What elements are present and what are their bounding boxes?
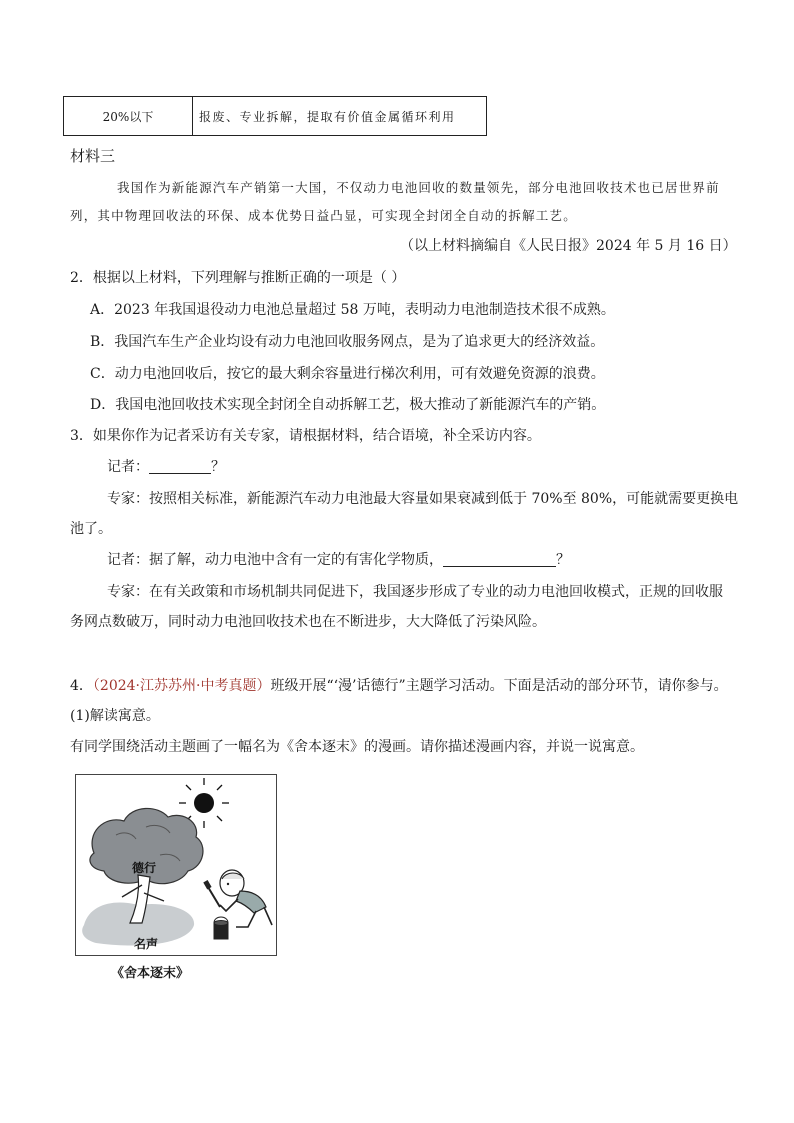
cartoon-drawing — [76, 775, 276, 955]
table-row — [64, 97, 487, 136]
q3-stem: 3．如果你作为记者采访有关专家，请根据材料，结合语境，补全采访内容。 — [70, 428, 541, 444]
cartoon-figure — [75, 774, 277, 956]
q4-stem — [70, 676, 728, 696]
q4-sub1: (1)解读寓意。 — [70, 708, 160, 724]
material3-para-line2: 列，其中物理回收法的环保、成本优势日益凸显，可实现全封闭全自动的拆解工艺。 — [70, 208, 577, 223]
material3-heading: 材料三 — [70, 147, 116, 165]
material3-para-line1: 我国作为新能源汽车产销第一大国，不仅动力电池回收的数量领先，部分电池回收技术也已居世界前 — [117, 180, 720, 195]
answer-blank-1[interactable] — [149, 458, 211, 474]
q4-source-tag: （2024·江苏苏州·中考真题） — [92, 678, 271, 694]
table-cell-capacity: 20%以下 — [64, 97, 193, 136]
q4-stem-text: 班级开展“‘漫’话德行”主题学习活动。下面是活动的部分环节，请你参与。 — [270, 678, 728, 694]
q3-reporter-line2 — [107, 550, 570, 570]
answer-blank-2[interactable] — [443, 551, 556, 567]
cartoon-caption: 《舍本逐末》 — [110, 966, 189, 981]
q3-expert-line1: 专家：按照相关标准，新能源汽车动力电池最大容量如果衰减到低于 70%至 80%，可能就需要更换电 — [107, 491, 739, 507]
q3-reporter-line1 — [107, 457, 225, 477]
tree-label: 德行 — [132, 861, 157, 875]
q3-expert-line1-cont: 池了。 — [70, 521, 112, 537]
q2-option-a: A．2023 年我国退役动力电池总量超过 58 万吨，表明动力电池制造技术很不成熟。 — [90, 302, 615, 318]
q2-option-d: D．我国电池回收技术实现全封闭全自动拆解工艺，极大推动了新能源汽车的产销。 — [90, 397, 606, 413]
recycling-table — [63, 96, 487, 136]
q3-expert-line2: 专家：在有关政策和市场机制共同促进下，我国逐步形成了专业的动力电池回收模式，正规的回收服 — [107, 584, 723, 600]
material-source: （以上材料摘编自《人民日报》2024 年 5 月 16 日） — [400, 238, 737, 254]
paintbrush-icon — [203, 880, 220, 907]
q4-desc: 有同学围绕活动主题画了一幅名为《舍本逐末》的漫画。请你描述漫画内容，并说一说寓意。 — [70, 739, 644, 755]
shadow-label: 名声 — [134, 937, 159, 951]
question-mark: ？ — [556, 552, 570, 568]
q2-option-c: C．动力电池回收后，按它的最大剩余容量进行梯次利用，可有效避免资源的浪费。 — [90, 366, 605, 382]
q4-number: 4． — [70, 678, 93, 694]
person-figure — [220, 870, 272, 927]
question-mark: ？ — [211, 459, 225, 475]
table-cell-method: 报废、专业拆解，提取有价值金属循环利用 — [193, 97, 487, 136]
reporter-prefix: 记者：据了解，动力电池中含有一定的有害化学物质， — [107, 552, 443, 568]
q2-option-b: B．我国汽车生产企业均设有动力电池回收服务网点，是为了追求更大的经济效益。 — [90, 334, 605, 350]
paint-bucket-icon — [214, 917, 228, 939]
q3-expert-line2-cont: 务网点数破万，同时动力电池回收技术也在不断进步，大大降低了污染风险。 — [70, 614, 546, 630]
q2-stem: 2．根据以上材料，下列理解与推断正确的一项是（ ） — [70, 270, 406, 286]
reporter-prefix: 记者： — [107, 459, 149, 475]
